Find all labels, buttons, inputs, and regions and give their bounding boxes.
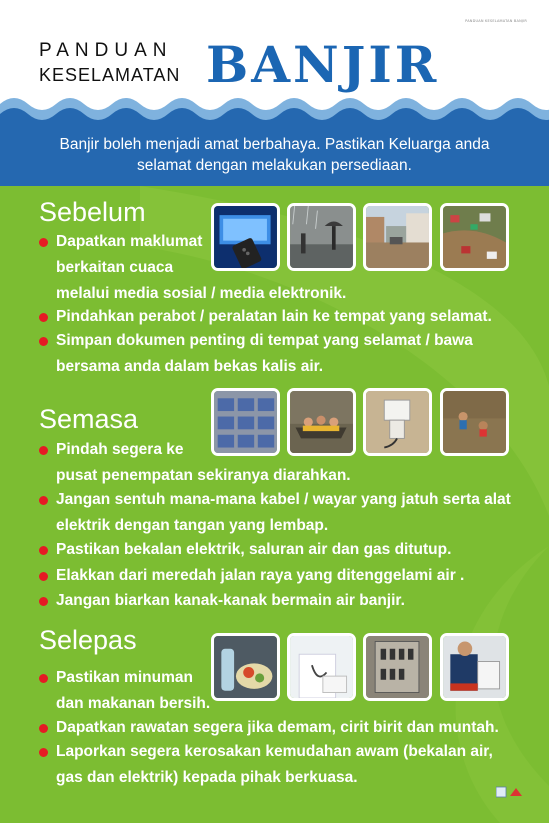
rain-umbrella-photo — [287, 203, 356, 271]
children-floodwater-photo — [440, 388, 509, 456]
sebelum-bullet-1-line-2: berkaitan cuaca — [56, 259, 174, 276]
selepas-bullet-1-line-2: dan makanan bersih. — [56, 695, 211, 712]
aerial-flood-photo — [440, 203, 509, 271]
bullet-dot — [39, 337, 48, 346]
electrical-panel-photo — [363, 633, 432, 701]
food-water-photo — [211, 633, 280, 701]
bullet-dot — [39, 238, 48, 247]
semasa-bullet-4: Elakkan dari meredah jalan raya yang ditenggelami air . — [56, 567, 465, 584]
selepas-bullet-3-line-2: gas dan elektrik) kepada pihak berkuasa. — [56, 769, 358, 786]
bullet-dot — [39, 313, 48, 322]
intro-line-1: Banjir boleh menjadi amat berbahaya. Pastikan Keluarga anda — [59, 136, 490, 153]
evacuation-centre-photo — [211, 388, 280, 456]
bullet-dot — [39, 546, 48, 555]
bullet-dot — [39, 724, 48, 733]
bullet-dot — [39, 446, 48, 455]
header-small-print: PANDUAN KESELAMATAN BANJIR — [465, 19, 527, 23]
technician-photo — [440, 633, 509, 701]
intro-line-2: selamat dengan melakukan persediaan. — [137, 157, 412, 174]
semasa-bullet-1-line-1: Pindah segera ke — [56, 441, 184, 458]
flooded-street-photo — [363, 203, 432, 271]
selepas-bullet-1-line-1: Pastikan minuman — [56, 669, 193, 686]
section-title-selepas: Selepas — [39, 625, 137, 655]
sebelum-bullet-1-line-3: melalui media sosial / media elektronik. — [56, 285, 347, 302]
bullet-dot — [39, 748, 48, 757]
semasa-bullet-3: Pastikan bekalan elektrik, saluran air dan gas ditutup. — [56, 541, 452, 558]
sebelum-bullet-3-line-2: bersama anda dalam bekas kalis air. — [56, 358, 324, 375]
title-line-2: KESELAMATAN — [39, 65, 181, 85]
doctor-photo — [287, 633, 356, 701]
semasa-bullet-2-line-2: elektrik dengan tangan yang lembap. — [56, 517, 329, 534]
intro-text — [0, 134, 549, 176]
selepas-bullet-2: Dapatkan rawatan segera jika demam, cirit birit dan muntah. — [56, 719, 499, 736]
section-title-sebelum: Sebelum — [39, 197, 146, 227]
title-banjir: BANJIR — [206, 35, 440, 94]
semasa-bullet-5: Jangan biarkan kanak-kanak bermain air banjir. — [56, 592, 405, 609]
bullet-dot — [39, 496, 48, 505]
sebelum-bullet-1-line-1: Dapatkan maklumat — [56, 233, 203, 250]
boat-rescue-photo — [287, 388, 356, 456]
sebelum-bullet-2: Pindahkan perabot / peralatan lain ke tempat yang selamat. — [56, 308, 492, 325]
semasa-bullet-1-line-2: pusat penempatan sekiranya diarahkan. — [56, 467, 351, 484]
bullet-dot — [39, 597, 48, 606]
selepas-bullet-3-line-1: Laporkan segera kerosakan kemudahan awam (bekalan air, — [56, 743, 493, 760]
tv-remote-photo — [211, 203, 280, 271]
electrical-appliance-photo — [363, 388, 432, 456]
sebelum-bullet-3-line-1: Simpan dokumen penting di tempat yang selamat / bawa — [56, 332, 473, 349]
bullet-dot — [39, 674, 48, 683]
title-line-1: PANDUAN — [39, 40, 173, 61]
semasa-bullet-2-line-1: Jangan sentuh mana-mana kabel / wayar yang jatuh serta alat — [56, 491, 511, 508]
section-title-semasa: Semasa — [39, 404, 139, 434]
agency-logos — [496, 786, 526, 798]
bullet-dot — [39, 572, 48, 581]
